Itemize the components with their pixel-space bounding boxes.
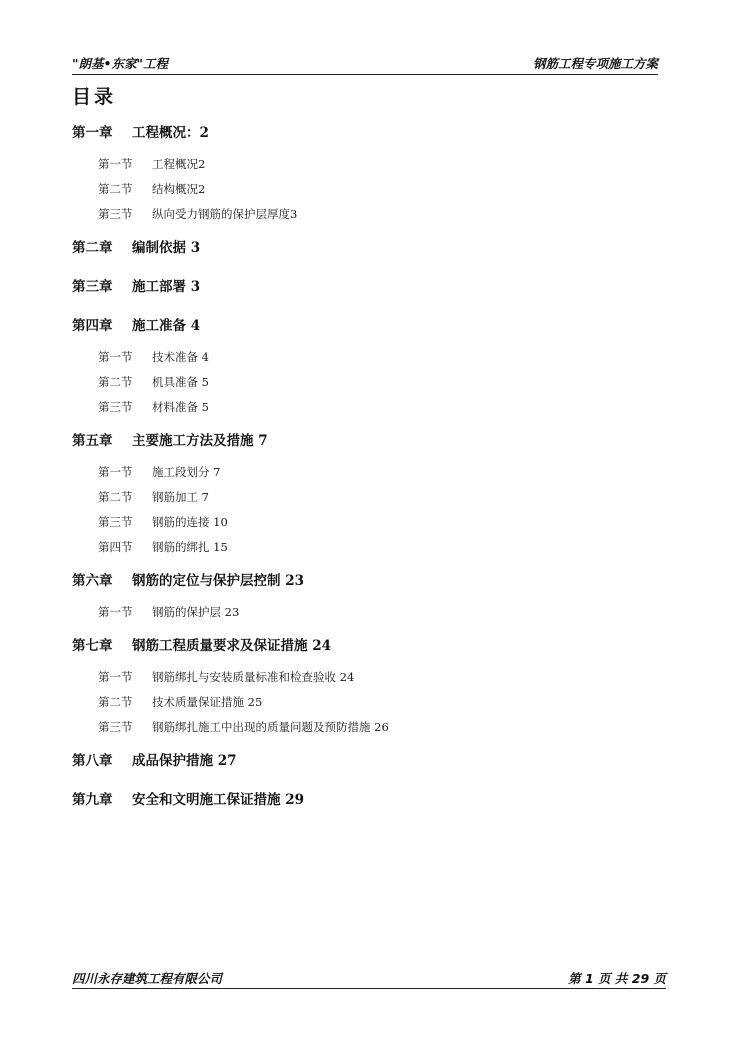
chapter-title: 成品保护措施: [132, 753, 213, 769]
section-page: 7: [213, 465, 221, 479]
section-title: 钢筋的连接: [152, 515, 210, 529]
toc-section-4-2[interactable]: [98, 374, 209, 390]
footer-company-name: 四川永存建筑工程有限公司: [72, 971, 223, 986]
toc-section-5-3[interactable]: [98, 514, 228, 530]
toc-chapter-2[interactable]: [72, 239, 200, 257]
section-title: 机具准备: [152, 375, 198, 389]
toc-chapter-9[interactable]: [72, 791, 304, 809]
section-number: 第一节: [98, 350, 133, 364]
chapter-page: 24: [312, 638, 331, 654]
section-page: 25: [247, 695, 263, 709]
section-number: 第一节: [98, 465, 133, 479]
chapter-page: 7: [258, 433, 268, 449]
section-page: 3: [290, 207, 298, 221]
toc-section-1-1[interactable]: [98, 156, 205, 172]
chapter-page: 27: [217, 753, 237, 769]
chapter-page: 29: [285, 792, 304, 808]
section-title: 材料准备: [152, 400, 198, 414]
chapter-number: 第九章: [72, 792, 113, 808]
chapter-number: 第三章: [72, 279, 113, 295]
chapter-number: 第五章: [72, 433, 113, 449]
section-number: 第三节: [98, 720, 133, 734]
toc-title: 目录: [72, 86, 117, 108]
chapter-title: 安全和文明施工保证措施: [132, 792, 281, 808]
toc-section-1-2[interactable]: [98, 181, 205, 197]
section-title: 技术质量保证措施: [152, 695, 244, 709]
toc-section-6-1[interactable]: [98, 604, 239, 620]
section-title: 钢筋加工: [152, 490, 198, 504]
toc-chapter-5[interactable]: [72, 432, 268, 450]
section-number: 第二节: [98, 695, 133, 709]
toc-section-5-1[interactable]: [98, 464, 220, 480]
section-number: 第四节: [98, 540, 133, 554]
section-page: 2: [198, 157, 206, 171]
section-number: 第二节: [98, 375, 133, 389]
toc-section-7-1[interactable]: [98, 669, 354, 685]
section-page: 26: [374, 720, 389, 734]
section-title: 工程概况: [152, 157, 198, 171]
section-page: 2: [198, 182, 206, 196]
chapter-page: 23: [285, 573, 304, 589]
chapter-page: 3: [190, 240, 201, 256]
toc-section-5-4[interactable]: [98, 539, 228, 555]
toc-chapter-3[interactable]: [72, 278, 200, 296]
chapter-title: 钢筋的定位与保护层控制: [132, 573, 281, 589]
section-page: 10: [213, 515, 228, 529]
toc-section-7-3[interactable]: [98, 719, 389, 735]
chapter-number: 第一章: [72, 125, 113, 141]
section-number: 第一节: [98, 670, 133, 684]
toc-section-5-2[interactable]: [98, 489, 209, 505]
chapter-number: 第二章: [72, 240, 113, 256]
chapter-number: 第六章: [72, 573, 113, 589]
section-number: 第三节: [98, 207, 133, 221]
section-number: 第三节: [98, 515, 133, 529]
chapter-page: 3: [190, 279, 201, 295]
chapter-title: 施工部署: [132, 279, 186, 295]
section-title: 纵向受力钢筋的保护层厚度: [152, 207, 290, 221]
section-title: 技术准备: [152, 350, 198, 364]
section-number: 第三节: [98, 400, 133, 414]
section-page: 5: [201, 400, 209, 414]
section-title: 施工段划分: [152, 465, 210, 479]
chapter-page: 4: [190, 318, 201, 334]
toc-chapter-7[interactable]: [72, 637, 331, 655]
toc-section-4-1[interactable]: [98, 349, 209, 365]
chapter-page: 2: [199, 125, 209, 141]
chapter-title: 钢筋工程质量要求及保证措施: [132, 638, 308, 654]
section-page: 23: [224, 605, 240, 619]
section-title: 结构概况: [152, 182, 198, 196]
toc-section-7-2[interactable]: [98, 694, 262, 710]
header-project-name: "朗基•东家"工程: [72, 56, 169, 71]
toc-chapter-4[interactable]: [72, 317, 200, 335]
chapter-number: 第七章: [72, 638, 113, 654]
section-page: 5: [201, 375, 209, 389]
toc-section-1-3[interactable]: [98, 206, 297, 222]
toc-section-4-3[interactable]: [98, 399, 209, 415]
page-header: [72, 56, 658, 75]
section-page: 15: [213, 540, 228, 554]
section-page: 24: [339, 670, 355, 684]
section-number: 第一节: [98, 605, 133, 619]
toc-chapter-6[interactable]: [72, 572, 304, 590]
toc-chapter-1[interactable]: [72, 124, 209, 142]
chapter-title: 编制依据: [132, 240, 186, 256]
section-page: 7: [201, 490, 209, 504]
section-title: 钢筋的绑扎: [152, 540, 210, 554]
chapter-title: 施工准备: [132, 318, 186, 334]
section-number: 第二节: [98, 490, 133, 504]
page-footer: [72, 971, 666, 989]
chapter-title: 工程概况：: [132, 125, 200, 141]
header-document-title: 钢筋工程专项施工方案: [532, 56, 658, 71]
section-number: 第一节: [98, 157, 133, 171]
section-title: 钢筋绑扎施工中出现的质量问题及预防措施: [152, 720, 371, 734]
section-title: 钢筋的保护层: [152, 605, 221, 619]
section-number: 第二节: [98, 182, 133, 196]
footer-page-number: 第 1 页 共 29 页: [568, 971, 666, 986]
section-title: 钢筋绑扎与安装质量标准和检查验收: [152, 670, 336, 684]
chapter-number: 第八章: [72, 753, 113, 769]
toc-chapter-8[interactable]: [72, 752, 237, 770]
chapter-title: 主要施工方法及措施: [132, 433, 254, 449]
chapter-number: 第四章: [72, 318, 113, 334]
section-page: 4: [201, 350, 209, 364]
